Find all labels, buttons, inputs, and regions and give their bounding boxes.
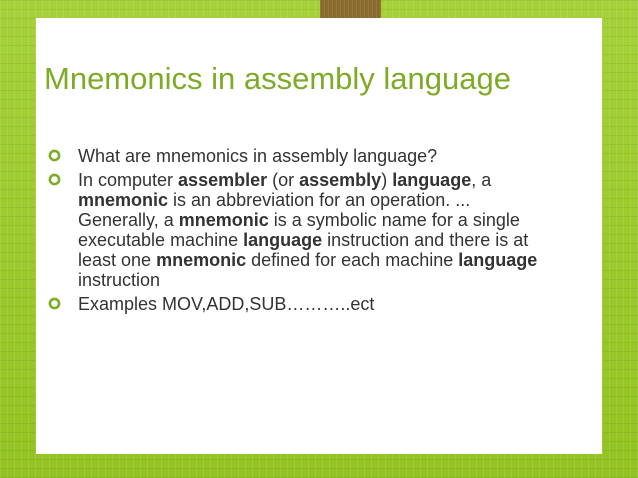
bullet-text: In computer [78, 170, 179, 190]
bullet-text-bold: assembler [178, 170, 268, 190]
bullet-text-bold: language [392, 170, 472, 190]
bullet-ring-icon [48, 173, 61, 186]
bullet-text: ) [381, 170, 393, 190]
slide-title: Mnemonics in assembly language [44, 61, 511, 96]
bullet-text: Examples MOV,ADD,SUB………..ect [78, 294, 375, 314]
bullet-text: , a [471, 170, 492, 190]
bullet-text: defined for each machine [246, 250, 459, 270]
bullet-text: is a symbolic name for a single executable machine [78, 210, 520, 250]
bullet-list [48, 146, 548, 318]
bullet-text-bold: mnemonic [178, 210, 269, 230]
bullet-text: instruction and there is at least one [78, 230, 529, 270]
bullet-text-bold: language [458, 250, 538, 270]
bullet-text-bold: mnemonic [78, 190, 169, 210]
bullet-text-bold: language [243, 230, 323, 250]
bullet-text-bold: mnemonic [156, 250, 247, 270]
bullet-item [48, 146, 548, 166]
bullet-item [48, 294, 548, 314]
bullet-ring-icon [48, 297, 61, 310]
bullet-text: (or [267, 170, 300, 190]
bullet-text: is an abbreviation for an operation. ... Generally, a [78, 190, 471, 230]
bullet-ring-icon [48, 149, 61, 162]
bullet-text: instruction [78, 270, 161, 290]
bullet-text-bold: assembly [299, 170, 382, 190]
bullet-text: What are mnemonics in assembly language? [78, 146, 438, 166]
bullet-item [48, 170, 548, 290]
